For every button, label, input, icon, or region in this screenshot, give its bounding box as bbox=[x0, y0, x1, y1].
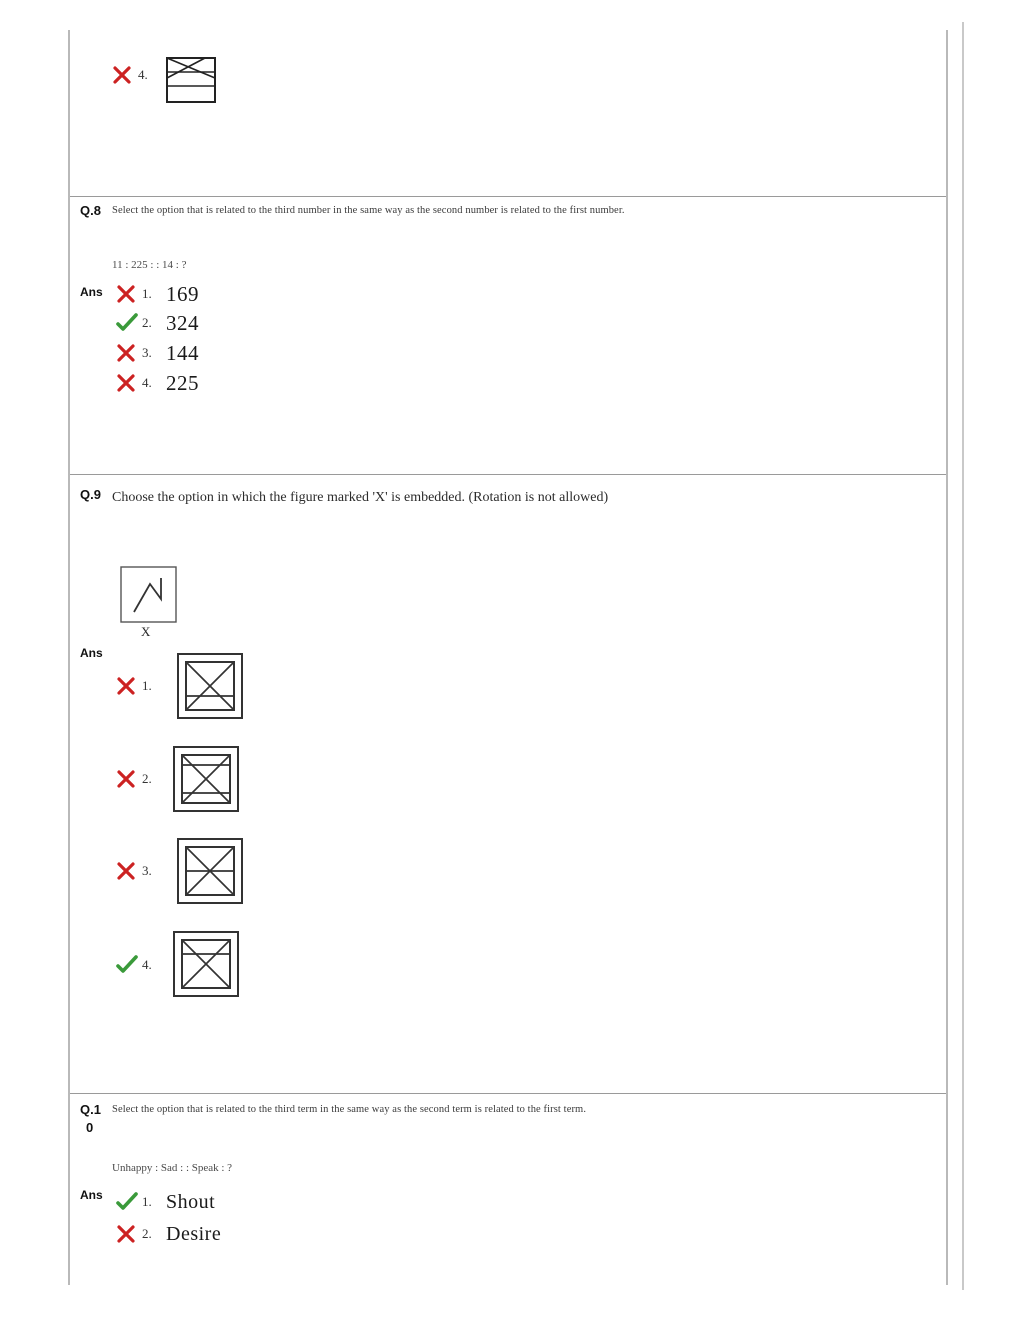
option-text: Shout bbox=[166, 1190, 216, 1213]
option-text: 144 bbox=[166, 340, 199, 365]
question-text: Choose the option in which the figure marked 'X' is embedded. (Rotation is not allowed) bbox=[112, 490, 609, 505]
red-cross-icon bbox=[116, 284, 136, 304]
red-cross-icon bbox=[116, 769, 136, 789]
option-number: 4. bbox=[142, 957, 152, 972]
answer-label: Ans bbox=[80, 646, 103, 660]
green-check-icon bbox=[116, 313, 136, 333]
option-number: 2. bbox=[142, 771, 152, 786]
option-text: 225 bbox=[166, 370, 199, 395]
question-number: Q.1 bbox=[80, 1102, 101, 1117]
figure-caption-x: X bbox=[141, 624, 151, 639]
red-cross-icon bbox=[116, 343, 136, 363]
red-cross-icon bbox=[116, 861, 136, 881]
question-separator bbox=[70, 1093, 946, 1094]
option-figure bbox=[176, 837, 244, 905]
option-number: 1. bbox=[142, 678, 152, 693]
question-separator bbox=[70, 196, 946, 197]
option-row[interactable] bbox=[116, 370, 199, 396]
option-number: 1. bbox=[142, 1194, 152, 1209]
red-cross-icon bbox=[116, 1224, 136, 1244]
option-row[interactable] bbox=[116, 310, 199, 336]
page-border-right-outer bbox=[962, 22, 964, 1290]
option-number: 2. bbox=[142, 1226, 152, 1241]
reference-figure-x bbox=[120, 566, 177, 623]
question-text: Select the option that is related to the third term in the same way as the second term is related to the first term. bbox=[112, 1104, 587, 1115]
option-figure bbox=[176, 652, 244, 720]
green-check-icon bbox=[116, 955, 136, 975]
option-text: Desire bbox=[166, 1222, 222, 1245]
red-cross-icon bbox=[112, 65, 132, 85]
option-row[interactable] bbox=[116, 1221, 221, 1247]
option-number: 3. bbox=[142, 345, 152, 360]
option-text: 169 bbox=[166, 281, 199, 306]
question-stem: 11 : 225 : : 14 : ? bbox=[112, 259, 187, 271]
option-row[interactable] bbox=[116, 281, 199, 307]
red-cross-icon bbox=[116, 373, 136, 393]
option-row[interactable] bbox=[116, 952, 160, 978]
option-number: 4. bbox=[142, 375, 152, 390]
question-number: Q.9 bbox=[80, 487, 101, 502]
option-figure bbox=[172, 930, 240, 998]
option-row[interactable] bbox=[116, 766, 160, 792]
question-number: Q.8 bbox=[80, 203, 101, 218]
answer-label: Ans bbox=[80, 1188, 103, 1202]
green-check-icon bbox=[116, 1192, 136, 1212]
option-number: 3. bbox=[142, 863, 152, 878]
option-number: 1. bbox=[142, 286, 152, 301]
answer-label: Ans bbox=[80, 285, 103, 299]
question-number-overflow: 0 bbox=[86, 1120, 94, 1135]
option-figure bbox=[165, 56, 217, 104]
option-row[interactable] bbox=[116, 673, 160, 699]
option-row[interactable] bbox=[116, 858, 160, 884]
option-number: 2. bbox=[142, 315, 152, 330]
page-border-right-inner bbox=[946, 30, 948, 1285]
option-text: 324 bbox=[166, 310, 199, 335]
page-border-left bbox=[68, 30, 70, 1285]
option-row[interactable] bbox=[116, 340, 199, 366]
option-number: 4. bbox=[138, 67, 148, 82]
red-cross-icon bbox=[116, 676, 136, 696]
question-stem: Unhappy : Sad : : Speak : ? bbox=[112, 1162, 233, 1174]
question-separator bbox=[70, 474, 946, 475]
question-text: Select the option that is related to the third number in the same way as the second number is related to the first number. bbox=[112, 205, 625, 216]
option-figure bbox=[172, 745, 240, 813]
option-row[interactable] bbox=[112, 62, 156, 88]
option-row[interactable] bbox=[116, 1189, 215, 1215]
